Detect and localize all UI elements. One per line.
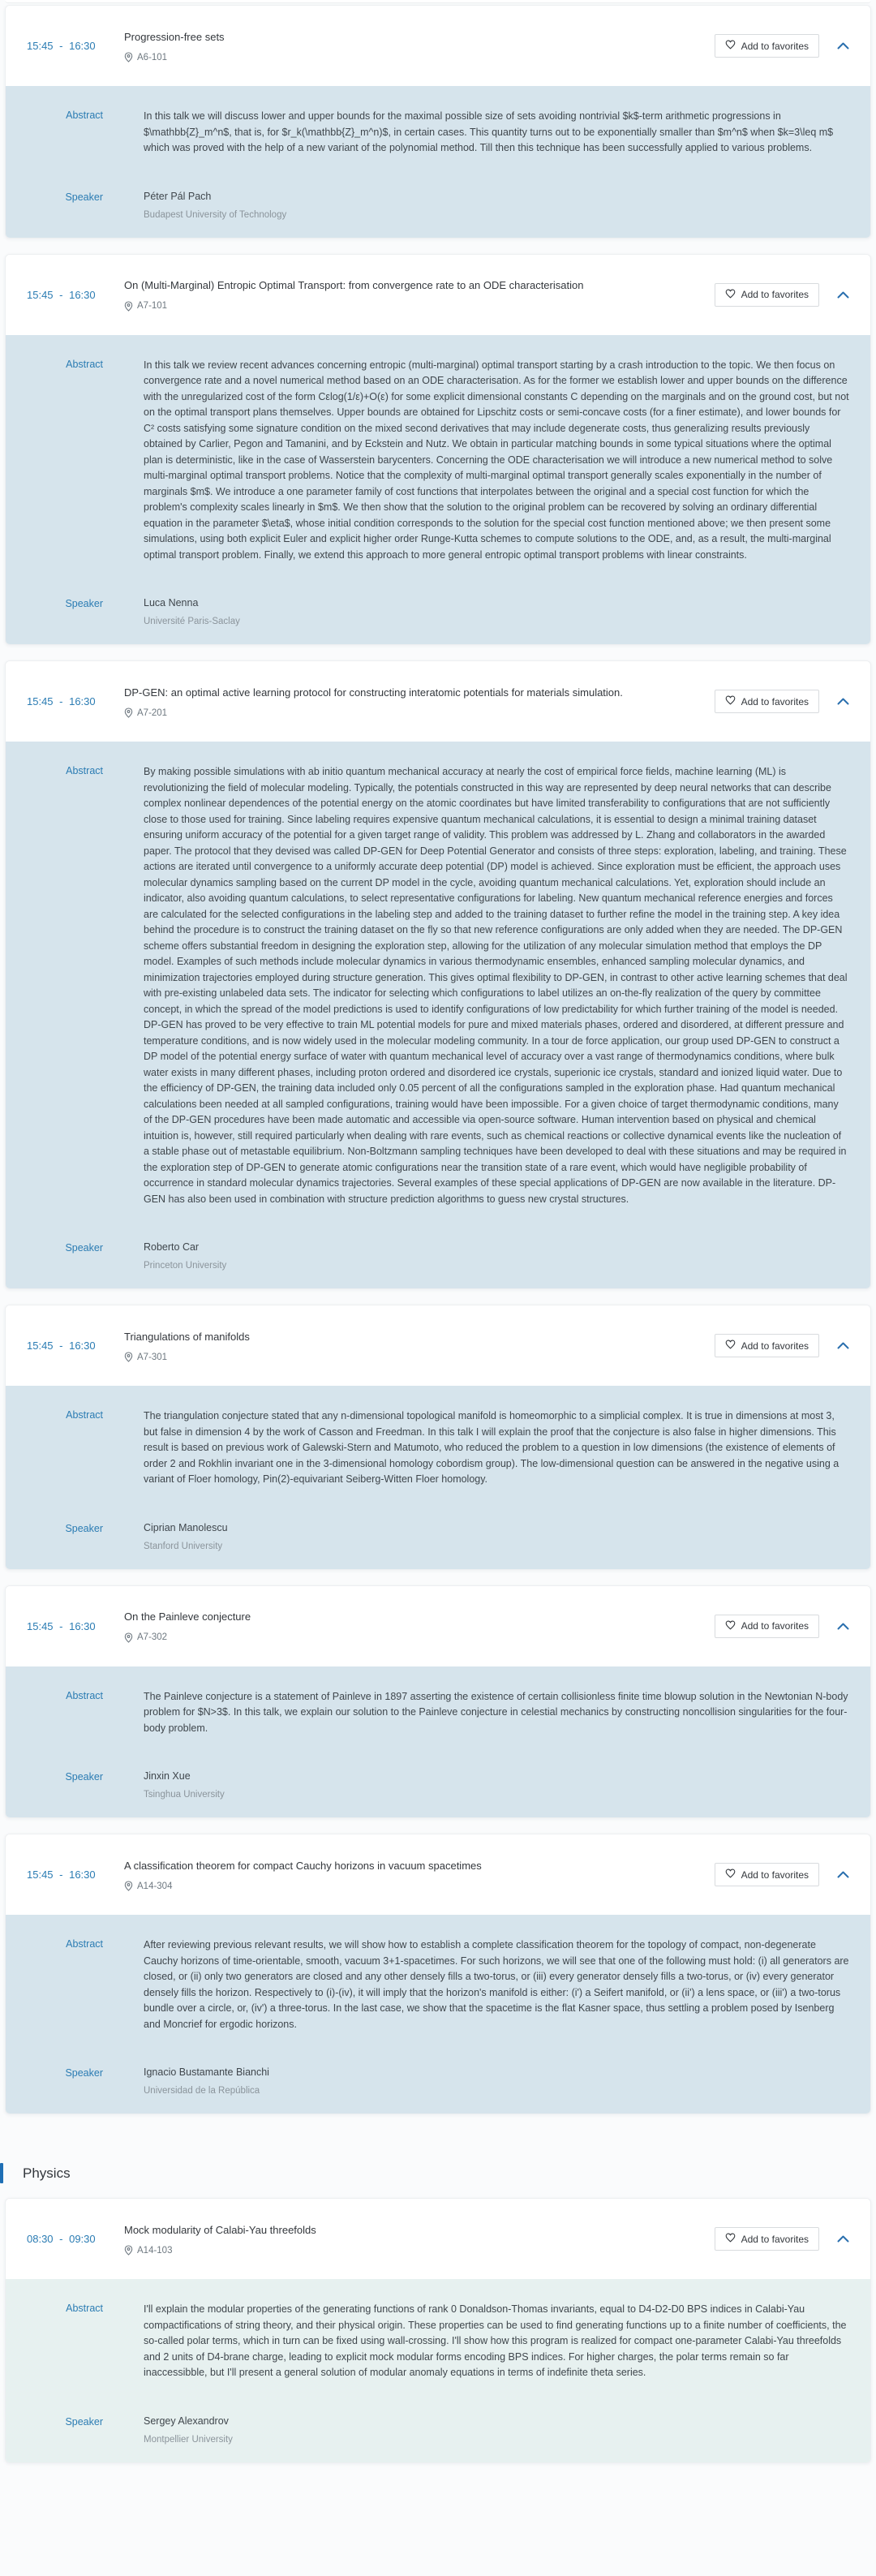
speaker-label: Speaker [65,191,103,203]
location-pin-icon [124,2245,133,2256]
abstract-label: Abstract [66,1409,103,1421]
session-time: 08:30 - 09:30 [27,2233,96,2245]
add-to-favorites-label: Add to favorites [741,695,809,707]
session-time: 15:45 - 16:30 [27,695,96,707]
session-location-label: A6-101 [137,52,168,62]
abstract-text: I'll explain the modular properties of the generating functions of rank 0 Donaldson-Thomas invariants, equal to D4-D2-D0 BPS indices in Calabi-Yau compactifications of string theory, and their physical origin. These properties can be used to find generating functions up to a finite number of coefficients, the so-called polar terms, which in turn can be fixed using wall-crossing. I'll show how this program is realized for compact one-parameter Calabi-Yau threefolds and 2 units of D4-brane charge, leading to explicit mock modular forms encoding BPS indices. For higher charges, the polar terms remain so far inaccessibble, but I'll present a general solution of modular anomaly equations in terms of indefinite theta series. [144,2303,847,2378]
abstract-label: Abstract [66,1689,103,1701]
chevron-up-icon [837,695,849,707]
heart-icon [725,289,736,301]
speaker-label: Speaker [65,2415,103,2428]
speaker-label: Speaker [65,1522,103,1534]
speaker-affiliation: Tsinghua University [144,1790,225,1800]
speaker-affiliation: Budapest University of Technology [144,209,287,220]
speaker-affiliation: Montpellier University [144,2434,233,2445]
add-to-favorites-label: Add to favorites [741,1340,809,1352]
abstract-label: Abstract [66,2303,103,2314]
speaker-name: Péter Pál Pach [144,190,212,202]
session-controls [715,2227,870,2251]
session-controls [715,1334,870,1357]
session-details [6,1666,870,1818]
session-title: On the Painleve conjecture [124,1611,251,1623]
session-title: A classification theorem for compact Cauchy horizons in vacuum spacetimes [124,1859,482,1872]
chevron-up-icon [837,1620,849,1632]
location-pin-icon [124,1881,133,1891]
add-to-favorites-label: Add to favorites [741,1620,809,1632]
location-pin-icon [124,707,133,718]
previous-card-bottom-edge [5,0,871,3]
session-card [5,5,871,239]
speaker-affiliation: Princeton University [144,1261,227,1271]
collapse-session-button[interactable] [835,1619,851,1634]
session-details [6,2279,870,2462]
session-location [124,2245,703,2256]
collapse-session-button[interactable] [835,38,851,54]
session-location [124,1352,703,1362]
section-header-physics [0,2163,876,2183]
abstract-row [6,109,849,157]
session-details [6,742,870,1288]
section-accent-bar [0,2163,3,2183]
session-details [6,335,870,645]
session-location [124,1632,703,1643]
session-location-label: A7-101 [137,301,168,312]
abstract-label: Abstract [66,765,103,776]
chevron-up-icon [837,2233,849,2245]
speaker-name: Ignacio Bustamante Bianchi [144,2066,269,2078]
session-card [5,1834,871,2114]
abstract-text: In this talk we will discuss lower and upper bounds for the maximal possible size of sets avoiding nontrivial $k$-term arithmetic progressions in $\mathbb{Z}_m^n$, that is, for $r_k(\mathbb{Z}_m^n)$, in certain cases. This quantity turns out to be exponentially smaller than $m^n$ when $k=3\leq m$ which was proved with the help of a new variant of the polynomial method. Till then this technique has been successfully applied to various problems. [144,110,834,153]
session-header [6,6,870,86]
session-location-label: A14-304 [137,1881,173,1891]
session-title-block [124,1609,715,1642]
speaker-affiliation: Université Paris-Saclay [144,617,240,626]
chevron-up-icon [837,1869,849,1881]
session-header [6,1305,870,1386]
session-card [5,254,871,646]
session-title: Progression-free sets [124,30,225,43]
speaker-label: Speaker [65,1242,103,1254]
abstract-text: After reviewing previous relevant results, we will show how to establish a complete classification theorem for the topology of compact, non-degenerate Cauchy horizons of time-orientable, smooth, vacuum 3+1-spacetimes. For such horizons, we will see that one of the following must hold: (i) all generators are closed, or (ii) only two generators are closed and any other densely fills a two-torus, or (iii) every generator densely fills a two-torus, or (iv) every generator densely fills the horizon. Respectively to (i)-(iv), it will imply that the horizon's manifold is either: (i') a Seifert manifold, or (ii') a lens space, or (iii') a two-torus bundle over a circle, or, (iv') a three-torus. In the last case, we show that the spacetime is the flat Kasner space, thus settling a problem posed by Isenberg and Moncrief for ergodic horizons. [144,1939,849,2030]
add-to-favorites-button[interactable] [715,1615,819,1638]
collapse-session-button[interactable] [835,287,851,303]
session-header [6,661,870,742]
session-controls [715,690,870,713]
collapse-session-button[interactable] [835,2231,851,2247]
session-title-block [124,2222,715,2256]
location-pin-icon [124,52,133,62]
session-title-block [124,1329,715,1362]
session-title: Mock modularity of Calabi-Yau threefolds [124,2223,316,2236]
abstract-text: In this talk we review recent advances concerning entropic (multi-marginal) optimal transport starting by a crash introduction to the topic. We then focus on convergence rate and a novel numerical method based on an ODE characterisation. As for the former we establish lower and upper bounds on the difference with the unregularized cost of the form Cεlog(1/ε)+O(ε) for some explicit dimensional constants C depending on the marginals and on the ground cost, but not on the optimal transport plans themselves. Upper bounds are obtained for Lipschitz costs or semi-concave costs (for a finer estimate), and lower bounds for C² costs satisfying some signature condition on the mixed second derivatives that may include degenerate costs, thus generalizing results previously obtained by Carlier, Pegon and Tamanini, and by Eckstein and Nutz. We obtain in particular matching bounds in some typical situations where the optimal plan is deterministic, like in the case of Wasserstein barycenters. Concerning the ODE characterisation we will introduce a new numerical method to solve multi-marginal optimal transport problems. Notice that the complexity of multi-marginal optimal transport generally scales exponentially in the number of marginals $m$. We introduce a one parameter family of cost functions that interpolates between the original and a special cost function for which the problem's complexity scales linearly in $m$. We then show that the solution to the original problem can be recovered by solving an ordinary differential equation in the parameter $\eta$, whose initial condition corresponds to the solution for the special cost function mentioned above; we then present some simulations, using both explicit Euler and explicit higher order Runge-Kutta schemes to compute solutions to the ODE, and, as a result, the multi-marginal optimal transport problem. Finally, we extend this approach to more general entropic optimal transport problems with linear constraints. [144,359,849,561]
session-details [6,1386,870,1569]
session-time: 15:45 - 16:30 [27,288,96,301]
location-pin-icon [124,301,133,312]
add-to-favorites-button[interactable] [715,1863,819,1886]
session-location [124,707,703,718]
session-controls [715,283,870,307]
speaker-row [6,2415,849,2445]
chevron-up-icon [837,40,849,52]
session-title-block [124,277,715,311]
add-to-favorites-button[interactable] [715,2227,819,2251]
abstract-text: The Painleve conjecture is a statement of Painleve in 1897 asserting the existence of certain collisionless finite time blowup solution in the Newtonian N-body problem for $N>3$. In this talk, we explain our solution to the Painleve conjecture in celestial mechanics by constructing noncollision singularities for the four-body problem. [144,1690,848,1734]
speaker-name: Ciprian Manolescu [144,1521,228,1533]
collapse-session-button[interactable] [835,1338,851,1353]
session-location-label: A14-103 [137,2245,173,2256]
session-controls [715,1863,870,1886]
heart-icon [725,1620,736,1632]
add-to-favorites-button[interactable] [715,690,819,713]
session-location [124,1881,703,1891]
abstract-label: Abstract [66,110,103,121]
add-to-favorites-label: Add to favorites [741,289,809,300]
session-header [6,1834,870,1915]
add-to-favorites-label: Add to favorites [741,2233,809,2245]
session-header [6,1586,870,1666]
abstract-row [6,1408,849,1488]
session-header [6,255,870,335]
speaker-label: Speaker [65,598,103,609]
session-title-block [124,685,715,718]
session-details [6,1915,870,2114]
add-to-favorites-label: Add to favorites [741,40,809,52]
session-title: Triangulations of manifolds [124,1330,250,1343]
session-details [6,86,870,238]
heart-icon [725,40,736,52]
speaker-label: Speaker [65,1771,103,1783]
location-pin-icon [124,1632,133,1643]
session-time: 15:45 - 16:30 [27,1869,96,1881]
heart-icon [725,1869,736,1881]
abstract-row [6,2302,849,2381]
speaker-label: Speaker [65,2067,103,2079]
speaker-row [6,2066,849,2096]
add-to-favorites-label: Add to favorites [741,1869,809,1881]
speaker-row [6,191,849,220]
abstract-row [6,764,849,1207]
session-card [5,1585,871,1819]
session-controls [715,34,870,58]
abstract-label: Abstract [66,358,103,370]
speaker-row [6,597,849,626]
session-card [5,2198,871,2463]
speaker-row [6,1770,849,1800]
add-to-favorites-button[interactable] [715,283,819,307]
session-title-block [124,29,715,62]
session-title: DP-GEN: an optimal active learning protocol for constructing interatomic potentials for materials simulation. [124,686,623,699]
session-location-label: A7-301 [137,1352,168,1362]
location-pin-icon [124,1352,133,1362]
heart-icon [725,695,736,707]
heart-icon [725,2233,736,2245]
speaker-affiliation: Universidad de la República [144,2086,260,2096]
abstract-row [6,358,849,564]
speaker-affiliation: Stanford University [144,1541,223,1551]
session-controls [715,1615,870,1638]
session-location-label: A7-302 [137,1632,168,1643]
session-title: On (Multi-Marginal) Entropic Optimal Transport: from convergence rate to an ODE characterisation [124,279,584,292]
add-to-favorites-button[interactable] [715,34,819,58]
abstract-row [6,1937,849,2032]
session-location-label: A7-201 [137,707,168,718]
session-location [124,301,703,312]
session-card [5,660,871,1289]
speaker-row [6,1241,849,1271]
speaker-name: Jinxin Xue [144,1770,191,1782]
chevron-up-icon [837,289,849,301]
session-location [124,52,703,62]
speaker-name: Sergey Alexandrov [144,2415,229,2427]
session-title-block [124,1858,715,1891]
section-title: Physics [23,2165,71,2181]
collapse-session-button[interactable] [835,694,851,709]
add-to-favorites-button[interactable] [715,1334,819,1357]
session-header [6,2199,870,2279]
session-time: 15:45 - 16:30 [27,40,96,52]
abstract-text: The triangulation conjecture stated that any n-dimensional topological manifold is homeomorphic to a simplicial complex. It is true in dimensions at most 3, but false in dimension 4 by the work of Casson and Freedman. In this talk I will explain the proof that the conjecture is also false in higher dimensions. This result is based on previous work of Galewski-Stern and Matumoto, who reduced the problem to a question in low dimensions (the existence of elements of order 2 and Rokhlin invariant one in the 3-dimensional homology cobordism group). The low-dimensional question can be answered in the negative using a variant of Floer homology, Pin(2)-equivariant Seiberg-Witten Floer homology. [144,1410,840,1485]
abstract-text: By making possible simulations with ab initio quantum mechanical accuracy at nearly the cost of empirical force fields, machine learning (ML) is revolutionizing the field of molecular modeling. Typically, the potentials constructed in this way are represented by deep neural networks that can describe complex nonlinear dependences of the potential energy on the atomic coordinates but have limited transferability to configurations that are not sufficiently close to those used for training. Since labeling requires expensive quantum mechanical calculations, it is essential to design a minimal training dataset ensuring uniform accuracy of the potential for a given target range of validity. This problem was addressed by L. Zhang and collaborators in the awarded paper. The protocol that they devised was called DP-GEN for Deep Potential Generator and consists of three steps: exploration, labeling, and training. These actions are iterated until convergence to a uniformly accurate deep potential (DP) model is achieved. Since exploration must be efficient, the approach uses molecular dynamics sampling based on the current DP model in the cycle, avoiding quantum mechanical calculations. Yet, exploration should include an indicator, also avoiding quantum calculations, to select representative configurations for labeling. New quantum mechanical reference energies and forces are calculated for the selected configurations in the labeling step and added to the training dataset to further refine the model in the training step. A key idea behind the procedure is to construct the training dataset on the fly so that new reference configurations are only added when they are needed. The DP-GEN scheme offers substantial freedom in designing the exploration step, allowing for the utilization of any molecular simulation method that employs the DP model. Examples of such methods include molecular dynamics in various thermodynamic ensembles, enhanced sampling molecular dynamics, and minimization trajectories employed during structure generation. This gives optimal flexibility to DP-GEN, in contrast to other active learning schemes that deal with pre-existing unlabeled data sets. The indicator for selecting which configurations to label utilizes an on-the-fly realization of the query by committee concept, in which the spread of the model predictions is used to identify configurations of low predictability for which further training of the model is needed. DP-GEN has proved to be very effective to train ML potential models for pure and mixed materials phases, ordered and disordered, at different pressure and temperature conditions, and is now widely used in the molecular modeling community. In a tour de force application, our group used DP-GEN to construct a DP model of the potential energy surface of water with quantum mechanical level of accuracy over a vast range of thermodynamics conditions, where bulk water exists in many different phases, including proton ordered and disordered ice crystals, superionic ice crystals, standard and ionized liquid water. Due to the efficiency of DP-GEN, the training data included only 0.05 percent of all the configurations sampled in the exploration phase. Had quantum mechanical calculations been needed at all sampled configurations, training would have been impossible. For a given choice of target thermodynamic conditions, many of the DP-GEN procedures have been made automatic and accessible via open-source software. Human intervention based on physical and chemical intuition is, however, still required particularly when dealing with rare events, such as chemical reactions or collective dynamical events like the nucleation of a stable phase out of metastable equilibrium. Non-Boltzmann sampling techniques have been developed to deal with these situations and may be required in the exploration step of DP-GEN to generate atomic configurations near the transition state of a rare event, which would have negligible probability of occurrence in standard molecular dynamics trajectories. Several examples of these special applications of DP-GEN are now available in the literature. DP-GEN has also been used in combination with structure prediction algorithms to guess new crystal structures. [144,766,848,1205]
speaker-row [6,1522,849,1551]
session-time: 15:45 - 16:30 [27,1619,96,1632]
speaker-name: Roberto Car [144,1241,200,1253]
speaker-name: Luca Nenna [144,597,199,609]
collapse-session-button[interactable] [835,1867,851,1882]
session-time: 15:45 - 16:30 [27,1340,96,1352]
abstract-row [6,1689,849,1737]
chevron-up-icon [837,1340,849,1352]
abstract-label: Abstract [66,1938,103,1950]
heart-icon [725,1340,736,1352]
session-card [5,1305,871,1570]
